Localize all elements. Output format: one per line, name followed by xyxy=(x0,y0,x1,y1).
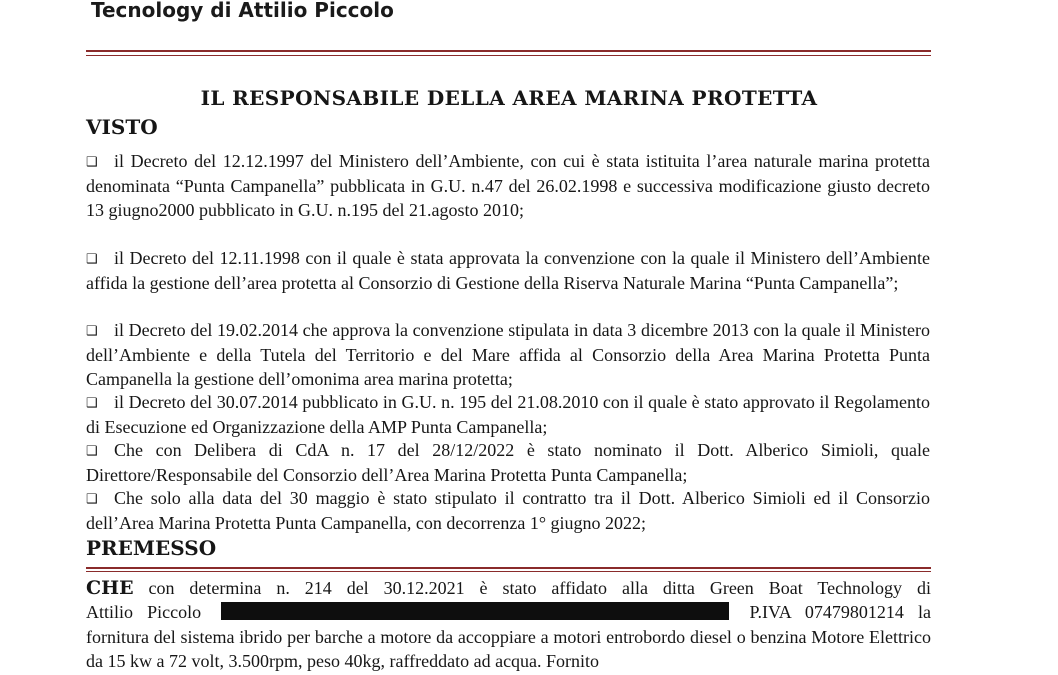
checkbox-bullet-icon: ❑ xyxy=(86,251,98,266)
visto-item-text: il Decreto del 19.02.2014 che approva la convenzione stipulata in data 3 dicembre 2013 con la quale il Ministero dell’Ambiente e della Tutela del Territorio e del Mare affida al Consorzio della Area Marina Protetta Punta Campanella la gestione dell’omonima area marina protetta; xyxy=(86,320,930,390)
visto-item-text: Che solo alla data del 30 maggio è stato stipulato il contratto tra il Dott. Alberico Simioli ed il Consorzio dell’Area Marina Protetta Punta Campanella, con decorrenza 1° giugno 2022; xyxy=(86,488,930,534)
visto-item-text: il Decreto del 30.07.2014 pubblicato in G.U. n. 195 del 21.08.2010 con il quale è stato approvato il Regolamento di Esecuzione ed Organizzazione della AMP Punta Campanella; xyxy=(86,392,930,438)
paragraph-continuation: fornitura del sistema ibrido per barche a motore da accoppiare a motori entrobordo diesel o benzina Motore Elettrico da 15 kw a 72 volt, 3.500rpm, peso 40kg, raffreddato ad acqua. Fornito xyxy=(86,626,931,671)
premesso-rule-top xyxy=(86,567,931,569)
visto-item xyxy=(86,246,930,295)
visto-item xyxy=(86,318,930,392)
paragraph-line xyxy=(86,576,931,600)
section-heading-visto: VISTO xyxy=(86,115,158,139)
visto-item xyxy=(86,149,930,223)
header-title: Tecnology di Attilio Piccolo xyxy=(91,0,394,22)
che-lead-word: CHE xyxy=(86,577,134,599)
visto-item xyxy=(86,438,930,487)
paragraph-line xyxy=(86,600,931,624)
section-heading-premesso: PREMESSO xyxy=(86,536,217,560)
checkbox-bullet-icon: ❑ xyxy=(86,395,98,410)
checkbox-bullet-icon: ❑ xyxy=(86,323,98,338)
redaction-bar xyxy=(221,602,729,620)
premesso-rule-bottom xyxy=(86,571,931,572)
visto-item-text: il Decreto del 12.12.1997 del Ministero dell’Ambiente, con cui è stata istituita l’area naturale marina protetta denominata “Punta Campanella” pubblicata in G.U. n.47 del 26.02.1998 e successiva modificazione giusto decreto 13 giugno2000 pubblicato in G.U. n.195 del 21.agosto 2010; xyxy=(86,151,930,221)
header-rule-bottom xyxy=(86,55,931,56)
visto-item xyxy=(86,486,930,535)
checkbox-bullet-icon: ❑ xyxy=(86,443,98,458)
header-rule-top xyxy=(86,50,931,52)
paragraph-line-text: P.IVA 07479801214 la xyxy=(749,602,932,623)
visto-item-text: il Decreto del 12.11.1998 con il quale è stata approvata la convenzione con la quale il Ministero dell’Ambiente affida la gestione dell’area protetta al Consorzio di Gestione della Riserva Naturale Marina “Punta Campanella”; xyxy=(86,248,930,294)
paragraph-line-text: Attilio Piccolo xyxy=(86,602,202,623)
paragraph-line-text: con determina n. 214 del 30.12.2021 è stato affidato alla ditta Green Boat Technology di xyxy=(148,578,931,598)
visto-item xyxy=(86,390,930,439)
visto-item-text: Che con Delibera di CdA n. 17 del 28/12/2022 è stato nominato il Dott. Alberico Simioli, quale Direttore/Responsabile del Consorzio dell’Area Marina Protetta Punta Campanella; xyxy=(86,440,930,486)
premesso-paragraph xyxy=(86,576,931,673)
document-heading: IL RESPONSABILE DELLA AREA MARINA PROTETTA xyxy=(200,86,818,110)
checkbox-bullet-icon: ❑ xyxy=(86,154,98,169)
checkbox-bullet-icon: ❑ xyxy=(86,491,98,506)
